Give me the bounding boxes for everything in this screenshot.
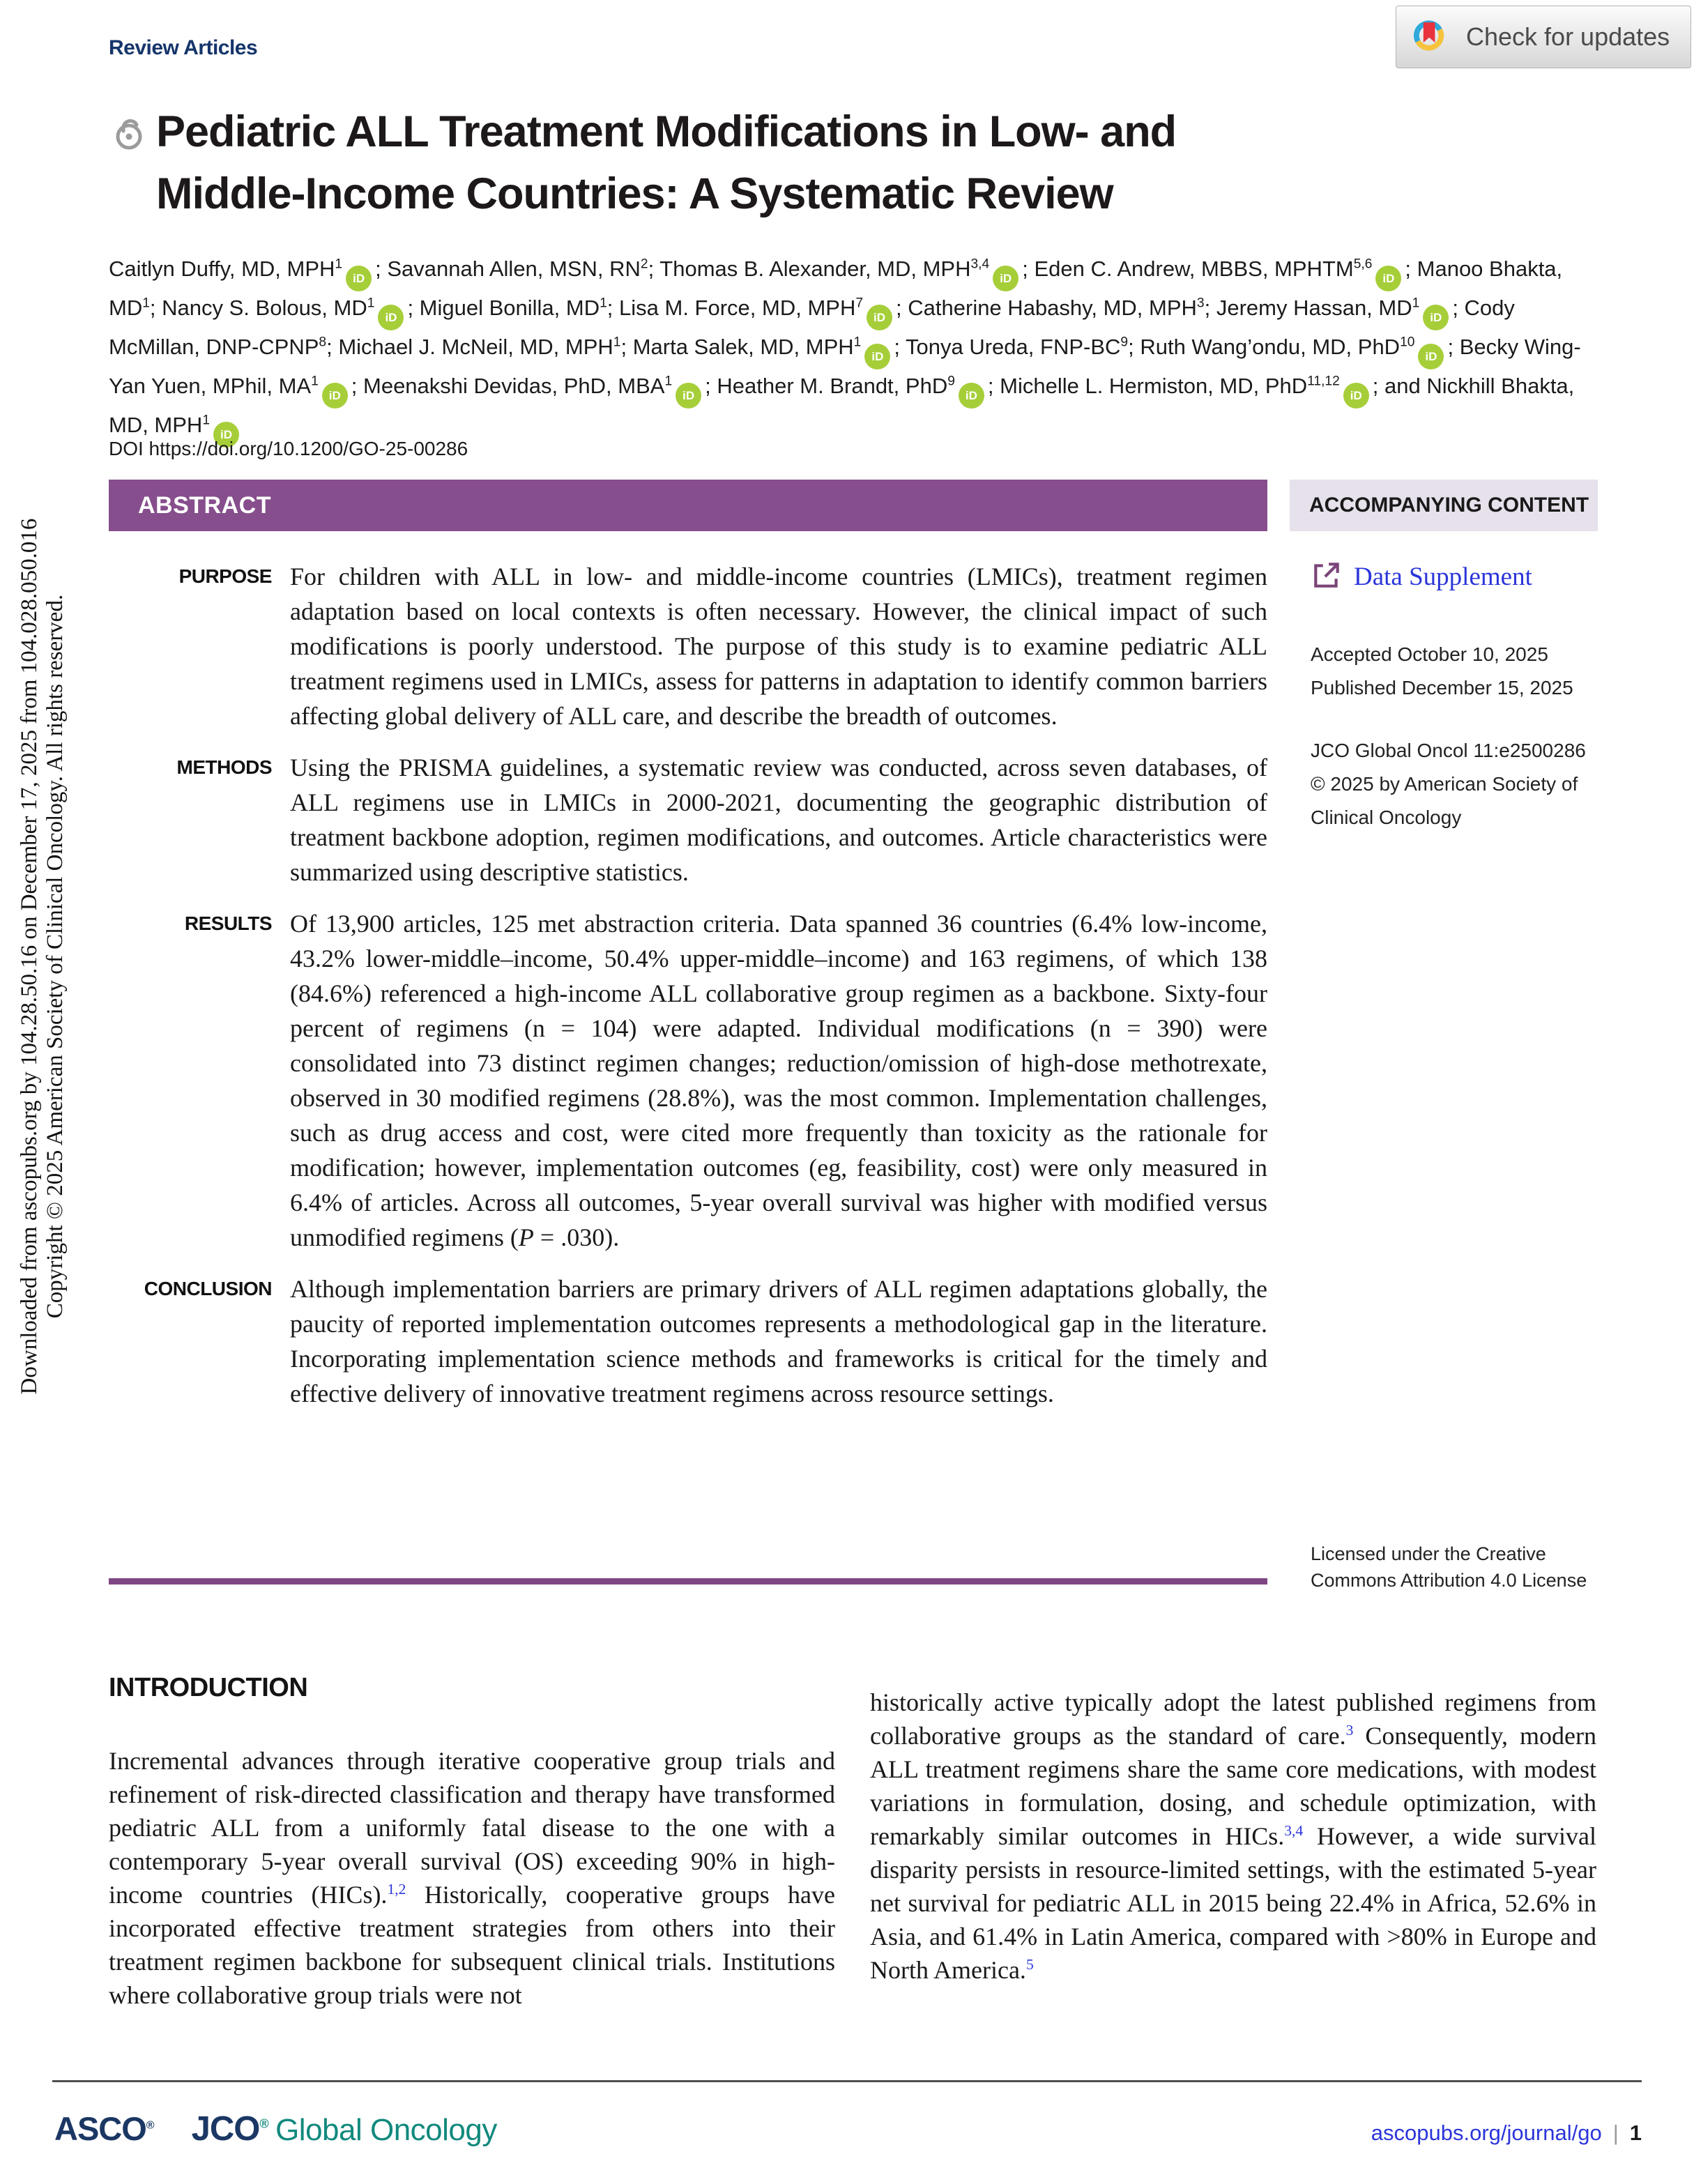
- abstract-section-label: RESULTS: [184, 912, 272, 934]
- accepted-date: Accepted October 10, 2025: [1311, 643, 1548, 665]
- abstract-section-label: CONCLUSION: [144, 1278, 272, 1299]
- abstract-body: [109, 559, 1267, 1428]
- journal-citation: JCO Global Oncol 11:e2500286: [1311, 740, 1586, 761]
- reference-superscript[interactable]: 5: [1025, 1956, 1034, 1973]
- author-affiliation-superscript: 1: [613, 335, 621, 350]
- author-affiliation-superscript: 1: [142, 296, 150, 311]
- abstract-section-text: Using the PRISMA guidelines, a systematic review was conducted, across seven databases, of ALL regimens use in LMICs in 2000-2021, documenting the geographic distribution of treatment backbone adoption, regimen modifications, and outcomes. Article characteristics were summarized using descriptive statistics.: [290, 754, 1267, 886]
- abstract-section-label: METHODS: [176, 756, 272, 778]
- abstract-section-conclusion: [109, 1272, 1267, 1411]
- registered-mark: ®: [146, 2119, 154, 2132]
- author-affiliation-superscript: 1: [311, 374, 319, 389]
- footer-logos: [54, 2109, 497, 2148]
- abstract-section-label: PURPOSE: [178, 565, 272, 587]
- author-name: Michelle L. Hermiston, MD, PhD$^{11,12}$: [1000, 374, 1340, 398]
- abstract-divider-rule: [109, 1578, 1267, 1584]
- author-name: Cody McMillan, DNP-CPNP$^8$: [109, 296, 1515, 359]
- article-dates: [1311, 638, 1598, 705]
- download-watermark: [17, 315, 68, 1598]
- author-name: Tonya Ureda, FNP-$BC^9$: [906, 335, 1129, 359]
- orcid-icon[interactable]: iD: [959, 383, 984, 408]
- journal-url-link[interactable]: ascopubs.org/journal/go: [1371, 2121, 1602, 2145]
- author-name: Caitlyn Duffy, MD, MPH$^1$: [109, 257, 343, 281]
- author-affiliation-superscript: 7: [855, 296, 864, 311]
- author-name: Eden C. Andrew, MBBS, MPHTM$^{5,6}$: [1034, 257, 1373, 281]
- citation-block: [1311, 734, 1598, 834]
- author-affiliation-superscript: 11,12: [1307, 374, 1340, 389]
- abstract-section-text: Although implementation barriers are primary drivers of ALL regimen adaptations globally, the paucity of reported implementation outcomes represents a methodological gap in the literature. Incorporating implementation science methods and frameworks is critical for the timely and effective delivery of innovative treatment regimens across resource settings.: [290, 1275, 1267, 1407]
- abstract-section-text: For children with ALL in low- and middle-income countries (LMICs), treatment regimen adaptation based on local contexts is often necessary. However, the clinical impact of such modifications is poorly understood. The purpose of this study is to examine pediatric ALL treatment regimens used in LMICs, assess for patterns in adaptation to identify common barriers affecting global delivery of ALL care, and describe the breadth of outcomes.: [290, 563, 1267, 730]
- author-affiliation-superscript: 3: [1196, 296, 1205, 311]
- footer-rule: [52, 2080, 1642, 2082]
- license-note: Licensed under the Creative Commons Attribution 4.0 License: [1311, 1543, 1587, 1591]
- author-affiliation-superscript: 1: [335, 257, 343, 272]
- orcid-icon[interactable]: iD: [213, 422, 239, 448]
- orcid-icon[interactable]: iD: [1343, 383, 1369, 408]
- asco-logo: ASCO®: [54, 2110, 154, 2147]
- author-name: Heather M. Brandt, PhD$^9$: [717, 374, 955, 398]
- title-line-1: Pediatric ALL Treatment Modifications in Low- and: [156, 107, 1177, 156]
- check-for-updates-label: Check for updates: [1466, 22, 1670, 51]
- abstract-heading: ABSTRACT: [138, 491, 271, 519]
- author-name: Nancy S. Bolous, $MD^1$: [162, 296, 375, 320]
- orcid-icon[interactable]: iD: [864, 344, 890, 369]
- external-link-icon: [1311, 559, 1343, 595]
- author-affiliation-superscript: 9: [947, 374, 955, 389]
- author-affiliation-superscript: 1: [202, 413, 211, 428]
- orcid-icon[interactable]: iD: [1375, 266, 1401, 291]
- crossmark-icon: [1410, 14, 1453, 61]
- abstract-section-text: Of 13,900 articles, 125 met abstraction criteria. Data spanned 36 countries (6.4% low-income, 43.2% lower-middle–income, 50.4% upper-middle–income) and 163 regimens, of which 138 (84.6%) referenced a high-income ALL collaborative group regimen as a backbone. Sixty-four percent of regimens (n = 104) were adapted. Individual modifications (n = 390) were consolidated into 73 distinct regimen changes; reduction/omission of high-dose methotrexate, observed in 30 modified regimens (28.8%), was the most common. Implementation challenges, such as drug access and cost, were cited more frequently than toxicity as the rationale for modification; however, implementation outcomes (eg, feasibility, cost) were only measured in 6.4% of articles. Across all outcomes, 5-year overall survival was higher with modified versus unmodified regimens (P = .030).: [290, 910, 1267, 1251]
- author-affiliation-superscript: 2: [640, 257, 648, 272]
- author-affiliation-superscript: 5,6: [1353, 257, 1373, 272]
- orcid-icon[interactable]: iD: [1418, 344, 1444, 369]
- abstract-section-methods: [109, 750, 1267, 889]
- orcid-icon[interactable]: iD: [676, 383, 701, 408]
- introduction-heading: INTRODUCTION: [109, 1673, 308, 1702]
- author-affiliation-superscript: 10: [1400, 335, 1415, 350]
- orcid-icon[interactable]: iD: [867, 305, 892, 330]
- author-name: Nickhill Bhakta, MD, MPH$^1$: [109, 374, 1575, 437]
- data-supplement-link[interactable]: [1311, 559, 1598, 595]
- author-affiliation-superscript: 1: [664, 374, 673, 389]
- orcid-icon[interactable]: iD: [346, 266, 372, 291]
- doi-link[interactable]: DOI https://doi.org/10.1200/GO-25-00286: [109, 438, 468, 459]
- introduction-column-2: historically active typically adopt the latest published regimens from collaborative groups as the standard of care.$^3$ Consequently, modern ALL treatment regimens share the same core medications, with modest variations in formulation, dosing, and schedule optimization, with remarkably similar outcomes in HICs.$^{3,4}$ However, a wide survival disparity persists in resource-limited settings, with the estimated 5-year net survival for pediatric ALL in 2015 being 22.4% in Africa, 52.6% in Asia, and 61.4% in Latin America, compared with >80% in Europe and North America.$^5$: [870, 1688, 1596, 1984]
- author-affiliation-superscript: 8: [319, 335, 327, 350]
- article-title: [109, 105, 1601, 222]
- abstract-section-results: [109, 906, 1267, 1255]
- orcid-icon[interactable]: iD: [322, 383, 348, 408]
- journal-name: Global Oncology: [275, 2113, 497, 2147]
- introduction-column-1: Incremental advances through iterative cooperative group trials and refinement of risk-directed classification and therapy have transformed pediatric ALL from a uniformly fatal disease to the one with a contemporary 5-year overall survival (OS) exceeding 90% in high-income countries (HICs).$^{1,2}$ Historically, cooperative groups have incorporated effective treatment strategies from others into their treatment regimen backbone for subsequent clinical trials. Institutions where collaborative group trials were not: [109, 1747, 835, 2009]
- author-name: Michael J. McNeil, MD, MPH$^1$: [338, 335, 621, 359]
- author-affiliation-superscript: 1: [367, 296, 375, 311]
- open-access-icon: [109, 112, 149, 167]
- reference-superscript[interactable]: 3: [1345, 1722, 1354, 1739]
- author-name: Meenakshi Devidas, PhD, MBA$^1$: [363, 374, 673, 398]
- accompanying-header-bar: [1290, 480, 1598, 531]
- author-name: Ruth Wang’ondu, MD, PhD$^{10}$: [1140, 335, 1415, 359]
- abstract-section-purpose: [109, 559, 1267, 733]
- jco-global-oncology-logo: JCO® Global Oncology: [191, 2110, 497, 2148]
- abstract-header-bar: [109, 480, 1267, 531]
- author-name: Miguel Bonilla, $MD^1$: [419, 296, 607, 320]
- watermark-line: Copyright © 2025 American Society of Clinical Oncology. All rights reserved.: [43, 594, 68, 1319]
- author-name: Catherine Habashy, MD, MPH$^3$: [908, 296, 1205, 320]
- section-kicker: Review Articles: [109, 36, 258, 59]
- orcid-icon[interactable]: iD: [1423, 305, 1449, 330]
- reference-superscript[interactable]: 1,2: [387, 1881, 406, 1897]
- author-name: Thomas B. Alexander, MD, MPH$^{3,4}$: [659, 257, 990, 281]
- author-affiliation-superscript: 1: [853, 335, 862, 350]
- page-number: 1: [1629, 2121, 1642, 2145]
- page-number-separator: |: [1612, 2121, 1619, 2145]
- reference-superscript[interactable]: 3,4: [1284, 1822, 1304, 1839]
- author-name: Lisa M. Force, MD, MPH$^7$: [619, 296, 864, 320]
- check-for-updates-button[interactable]: [1396, 6, 1691, 68]
- data-supplement-label: Data Supplement: [1354, 563, 1532, 591]
- author-affiliation-superscript: 1: [600, 296, 607, 311]
- author-name: Jeremy Hassan, $MD^1$: [1216, 296, 1420, 320]
- doi-line: [109, 438, 468, 460]
- author-name: Manoo Bhakta, $MD^1$: [109, 257, 1563, 320]
- accompanying-heading: ACCOMPANYING CONTENT: [1309, 494, 1589, 517]
- author-affiliation-superscript: 3,4: [970, 257, 990, 272]
- authors-list: Caitlyn Duffy, MD, MPH$^1$iD ; Savannah Allen, MSN, $RN^2$; Thomas B. Alexander, MD, MPH$^{3,4}$iD ; Eden C. Andrew, MBBS, MPHTM$^{5,6}$iD ; Manoo Bhakta, $MD^1$; Nancy S. Bolous, $MD^1iD$ ; Miguel Bonilla, $MD^1$; Lisa M. Force, MD, MPH$^7$iD ; Catherine Habashy, MD, MPH$^3$; Jeremy Hassan, $MD^1iD$ ; Cody McMillan, DNP-CPNP$^8$; Michael J. McNeil, MD, MPH$^1$; Marta Salek, MD, MPH$^1$iD ; Tonya Ureda, FNP-$BC^9$; Ruth Wang’ondu, MD, PhD$^{10}$iD ; Becky Wing-Yan Yuen, MPhil, $MA^1iD$ ; Meenakshi Devidas, PhD, MBA$^1$iD ; Heather M. Brandt, PhD$^9$iD ; Michelle L. Hermiston, MD, PhD$^{11,12}$iD ; and Nickhill Bhakta, MD, MPH$^1$iD: [109, 252, 1606, 448]
- orcid-icon[interactable]: iD: [378, 305, 404, 330]
- watermark-line: Downloaded from ascopubs.org by 104.28.50.16 on December 17, 2025 from 104.028.050.016: [17, 518, 42, 1395]
- registered-mark: ®: [259, 2116, 268, 2131]
- author-name: Becky Wing-Yan Yuen, MPhil, $MA^1$: [109, 335, 1581, 398]
- author-affiliation-superscript: 1: [1412, 296, 1420, 311]
- author-name: Savannah Allen, MSN, $RN^2$: [387, 257, 648, 281]
- title-line-2: Middle-Income Countries: A Systematic Review: [156, 169, 1113, 218]
- published-date: Published December 15, 2025: [1311, 677, 1573, 698]
- copyright-notice: © 2025 by American Society of Clinical Oncology: [1311, 773, 1578, 828]
- author-affiliation-superscript: 9: [1120, 335, 1129, 350]
- accompanying-content-panel: [1290, 531, 1598, 834]
- author-name: Marta Salek, MD, MPH$^1$: [632, 335, 862, 359]
- orcid-icon[interactable]: iD: [993, 266, 1018, 291]
- footer-meta: [1371, 2121, 1642, 2146]
